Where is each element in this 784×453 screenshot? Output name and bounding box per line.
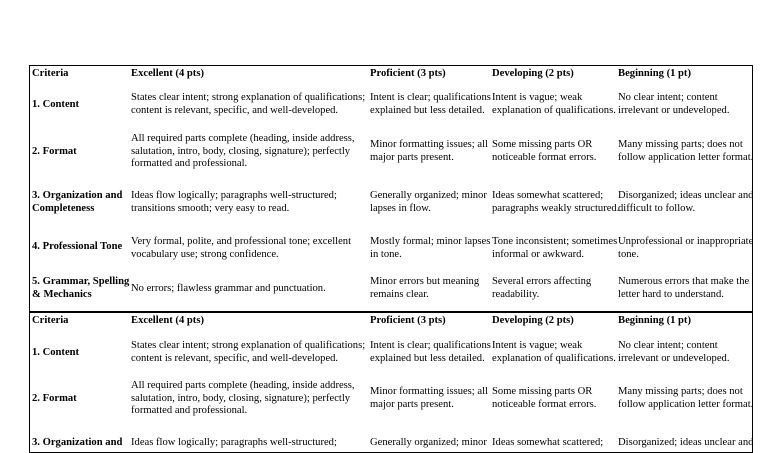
organization-developing: Ideas somewhat scattered; <box>492 437 604 448</box>
content-developing: Intent is vague; weak explanation of qualifications. <box>492 340 616 364</box>
content-excellent: States clear intent; strong explanation of qualifications; content is relevant, specific, and well-developed. <box>131 340 366 364</box>
header-proficient: Proficient (3 pts) <box>370 315 446 326</box>
format-excellent: All required parts complete (heading, inside address, salutation, intro, body, closing, signature); perfectly formatted and professional. <box>131 380 355 416</box>
criteria-organization: 3. Organization and Completeness <box>32 190 123 214</box>
format-beginning: Many missing parts; does not follow application letter format. <box>618 386 754 410</box>
organization-proficient: Generally organized; minor <box>370 437 487 448</box>
content-beginning: No clear intent; content irrelevant or undeveloped. <box>618 92 730 116</box>
header-criteria: Criteria <box>32 68 69 79</box>
organization-developing: Ideas somewhat scattered; paragraphs weakly structured. <box>492 190 620 214</box>
content-proficient: Intent is clear; qualifications explained but less detailed. <box>370 92 491 116</box>
criteria-grammar: 5. Grammar, Spelling & Mechanics <box>32 276 130 300</box>
format-developing: Some missing parts OR noticeable format errors. <box>492 386 597 410</box>
criteria-format: 2. Format <box>32 393 77 404</box>
header-beginning: Beginning (1 pt) <box>618 315 691 326</box>
organization-excellent: Ideas flow logically; paragraphs well-structured; <box>131 437 337 448</box>
criteria-tone: 4. Professional Tone <box>32 241 123 252</box>
header-proficient: Proficient (3 pts) <box>370 68 446 79</box>
criteria-format: 2. Format <box>32 146 77 157</box>
tone-beginning: Unprofessional or inappropriate tone. <box>618 236 754 260</box>
grammar-excellent: No errors; flawless grammar and punctuation. <box>131 283 326 294</box>
format-proficient: Minor formatting issues; all major parts present. <box>370 139 488 163</box>
format-beginning: Many missing parts; does not follow application letter format. <box>618 139 754 163</box>
format-excellent: All required parts complete (heading, inside address, salutation, intro, body, closing, signature); perfectly formatted and professional. <box>131 133 355 169</box>
header-excellent: Excellent (4 pts) <box>131 315 204 326</box>
criteria-organization: 3. Organization and <box>32 437 123 448</box>
header-criteria: Criteria <box>32 315 69 326</box>
header-developing: Developing (2 pts) <box>492 315 574 326</box>
criteria-content: 1. Content <box>32 99 80 110</box>
organization-beginning: Disorganized; ideas unclear and <box>618 437 754 448</box>
grammar-developing: Several errors affecting readability. <box>492 276 592 300</box>
content-developing: Intent is vague; weak explanation of qualifications. <box>492 92 616 116</box>
tone-excellent: Very formal, polite, and professional tone; excellent vocabulary use; strong confidence. <box>131 236 352 260</box>
organization-beginning: Disorganized; ideas unclear and difficult to follow. <box>618 190 754 214</box>
header-excellent: Excellent (4 pts) <box>131 68 204 79</box>
content-beginning: No clear intent; content irrelevant or undeveloped. <box>618 340 730 364</box>
grammar-proficient: Minor errors but meaning remains clear. <box>370 276 480 300</box>
tone-developing: Tone inconsistent; sometimes informal or awkward. <box>492 236 618 260</box>
organization-excellent: Ideas flow logically; paragraphs well-structured; transitions smooth; very easy to read. <box>131 190 337 214</box>
header-beginning: Beginning (1 pt) <box>618 68 691 79</box>
format-proficient: Minor formatting issues; all major parts present. <box>370 386 488 410</box>
rubric-table-2 <box>29 313 753 453</box>
organization-proficient: Generally organized; minor lapses in flow. <box>370 190 487 214</box>
content-proficient: Intent is clear; qualifications explained but less detailed. <box>370 340 491 364</box>
grammar-beginning: Numerous errors that make the letter hard to understand. <box>618 276 750 300</box>
content-excellent: States clear intent; strong explanation of qualifications; content is relevant, specific, and well-developed. <box>131 92 366 116</box>
header-developing: Developing (2 pts) <box>492 68 574 79</box>
format-developing: Some missing parts OR noticeable format errors. <box>492 139 597 163</box>
criteria-content: 1. Content <box>32 347 80 358</box>
tone-proficient: Mostly formal; minor lapses in tone. <box>370 236 491 260</box>
rubric-table-1 <box>29 65 753 313</box>
